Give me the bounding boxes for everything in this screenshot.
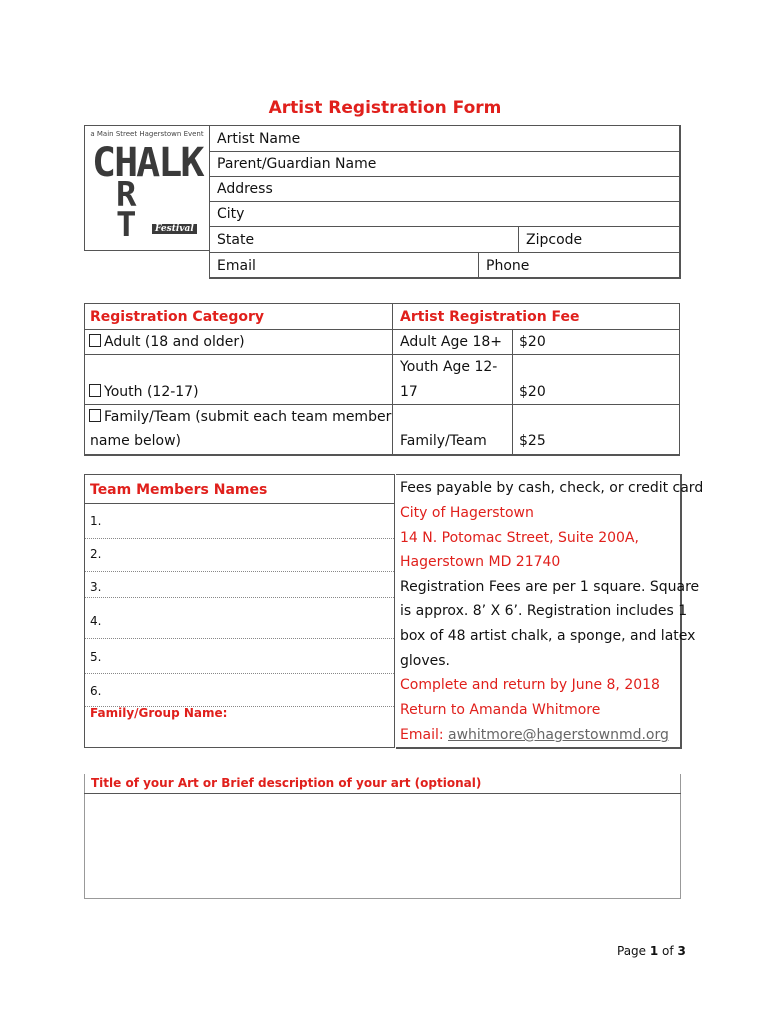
adult-fee-value: $20 bbox=[519, 334, 546, 350]
email-field[interactable]: Email bbox=[217, 258, 256, 274]
team-member-2[interactable]: 2. bbox=[90, 547, 102, 561]
adult-fee-label: Adult Age 18+ bbox=[400, 334, 502, 350]
team-member-3[interactable]: 3. bbox=[90, 580, 102, 594]
zipcode-field[interactable]: Zipcode bbox=[526, 232, 583, 248]
checkbox-icon[interactable] bbox=[89, 384, 101, 397]
art-description-field[interactable] bbox=[86, 795, 679, 897]
team-member-5[interactable]: 5. bbox=[90, 650, 102, 664]
registration-category-header: Registration Category bbox=[90, 309, 265, 325]
family-group-name-field[interactable]: Family/Group Name: bbox=[90, 706, 228, 720]
phone-field[interactable]: Phone bbox=[486, 258, 530, 274]
info-street: 14 N. Potomac Street, Suite 200A, bbox=[400, 530, 639, 546]
page-title: Artist Registration Form bbox=[268, 98, 502, 118]
info-fees-4: gloves. bbox=[400, 653, 450, 669]
art-title-label: Title of your Art or Brief description of your art (optional) bbox=[91, 776, 482, 790]
team-member-6[interactable]: 6. bbox=[90, 684, 102, 698]
state-field[interactable]: State bbox=[217, 232, 255, 248]
logo-word-art: R T bbox=[116, 175, 137, 245]
city-field[interactable]: City bbox=[217, 206, 245, 222]
family-fee-label: Family/Team bbox=[400, 433, 487, 449]
team-member-1[interactable]: 1. bbox=[90, 514, 102, 528]
youth-fee-value: $20 bbox=[519, 384, 546, 400]
team-member-4[interactable]: 4. bbox=[90, 614, 102, 628]
family-fee-value: $25 bbox=[519, 433, 546, 449]
info-fees-1: Registration Fees are per 1 square. Square bbox=[400, 579, 700, 595]
team-members-header: Team Members Names bbox=[90, 482, 268, 498]
info-return-to: Return to Amanda Whitmore bbox=[400, 702, 601, 718]
email-link[interactable]: awhitmore@hagerstownmd.org bbox=[448, 727, 669, 743]
youth-checkbox[interactable]: Youth (12-17) bbox=[89, 384, 199, 400]
page-number: Page 1 of 3 bbox=[617, 944, 686, 958]
info-city: City of Hagerstown bbox=[400, 505, 534, 521]
youth-fee-label: Youth Age 12- bbox=[400, 359, 498, 375]
info-citystate: Hagerstown MD 21740 bbox=[400, 554, 561, 570]
registration-fee-header: Artist Registration Fee bbox=[400, 309, 580, 325]
chalk-art-logo bbox=[86, 128, 208, 246]
checkbox-icon[interactable] bbox=[89, 409, 101, 422]
artist-name-field[interactable]: Artist Name bbox=[217, 131, 301, 147]
info-fees-3: box of 48 artist chalk, a sponge, and latex bbox=[400, 628, 696, 644]
family-checkbox[interactable]: Family/Team (submit each team member bbox=[89, 409, 391, 425]
checkbox-icon[interactable] bbox=[89, 334, 101, 347]
adult-checkbox[interactable]: Adult (18 and older) bbox=[89, 334, 245, 350]
address-field[interactable]: Address bbox=[217, 181, 273, 197]
logo-word-chalk: CHALK bbox=[92, 140, 203, 186]
logo-festival: Festival bbox=[152, 224, 197, 234]
info-deadline: Complete and return by June 8, 2018 bbox=[400, 677, 660, 693]
logo-tagline: a Main Street Hagerstown Event bbox=[90, 130, 204, 138]
family-category-cont: name below) bbox=[90, 433, 182, 449]
youth-fee-label-cont: 17 bbox=[400, 384, 418, 400]
info-payment: Fees payable by cash, check, or credit card bbox=[400, 480, 704, 496]
info-email: Email: awhitmore@hagerstownmd.org bbox=[400, 727, 669, 743]
info-fees-2: is approx. 8’ X 6’. Registration includes 1 bbox=[400, 603, 688, 619]
guardian-name-field[interactable]: Parent/Guardian Name bbox=[217, 156, 377, 172]
